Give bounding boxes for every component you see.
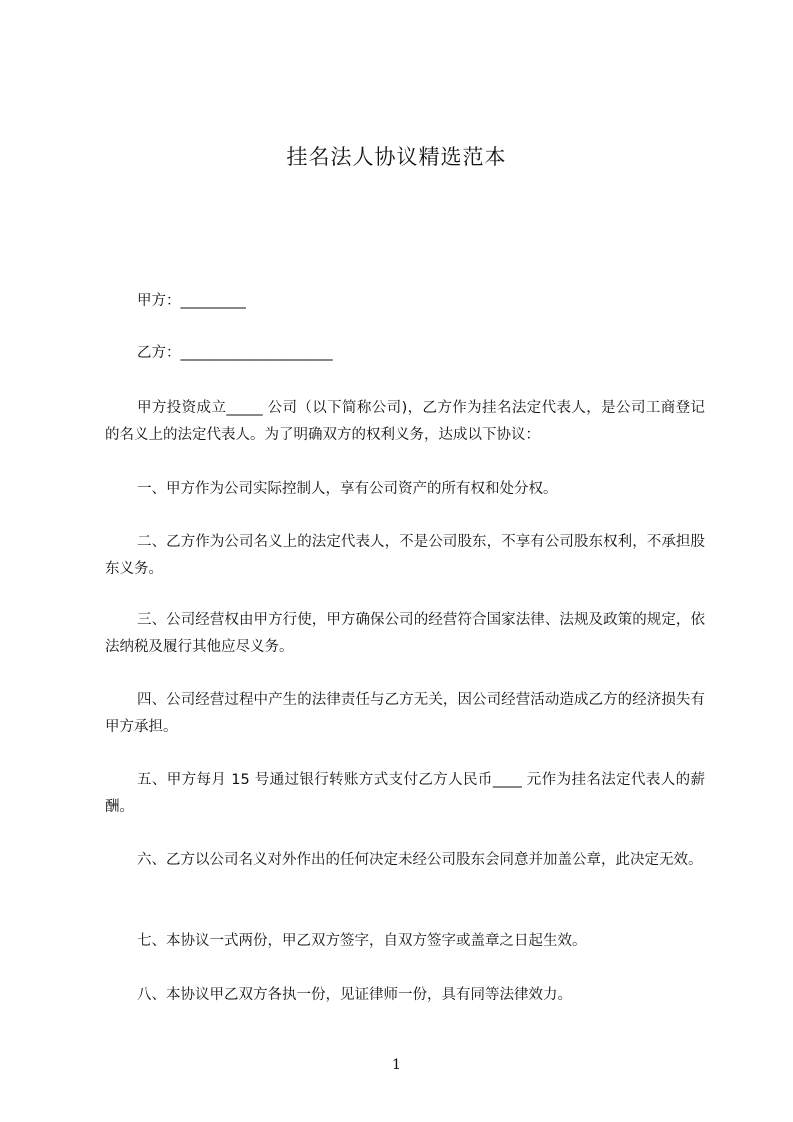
clause-6: 六、乙方以公司名义对外作出的任何决定未经公司股东会同意并加盖公章，此决定无效。 [137,852,703,868]
clause-3: 三、公司经营权由甲方行使，甲方确保公司的经营符合国家法律、法规及政策的规定，依法纳税及履行其他应尽义务。 [105,612,705,655]
page-number: 1 [392,1057,401,1073]
clause-1: 一、甲方作为公司实际控制人，享有公司资产的所有权和处分权。 [137,481,558,497]
clause-5: 五、甲方每月 15 号通过银行转账方式支付乙方人民币____ 元作为挂名法定代表人的薪酬。 [105,772,705,815]
clause-8: 八、本协议甲乙双方各执一份，见证律师一份，具有同等法律效力。 [137,987,572,1003]
party-a-line: 甲方：_________ [137,293,246,309]
document-title: 挂名法人协议精选范本 [286,145,507,169]
clause-4: 四、公司经营过程中产生的法律责任与乙方无关，因公司经营活动造成乙方的经济损失有甲方承担。 [105,692,705,735]
intro-paragraph: 甲方投资成立_____ 公司（以下简称公司)，乙方作为挂名法定代表人，是公司工商登记的名义上的法定代表人。为了明确双方的权利义务，达成以下协议： [105,400,705,443]
party-b-line: 乙方：_____________________ [137,345,333,361]
clause-2: 二、乙方作为公司名义上的法定代表人，不是公司股东，不享有公司股东权利，不承担股东义务。 [105,534,705,577]
clause-7: 七、本协议一式两份，甲乙双方签字，自双方签字或盖章之日起生效。 [137,933,587,949]
